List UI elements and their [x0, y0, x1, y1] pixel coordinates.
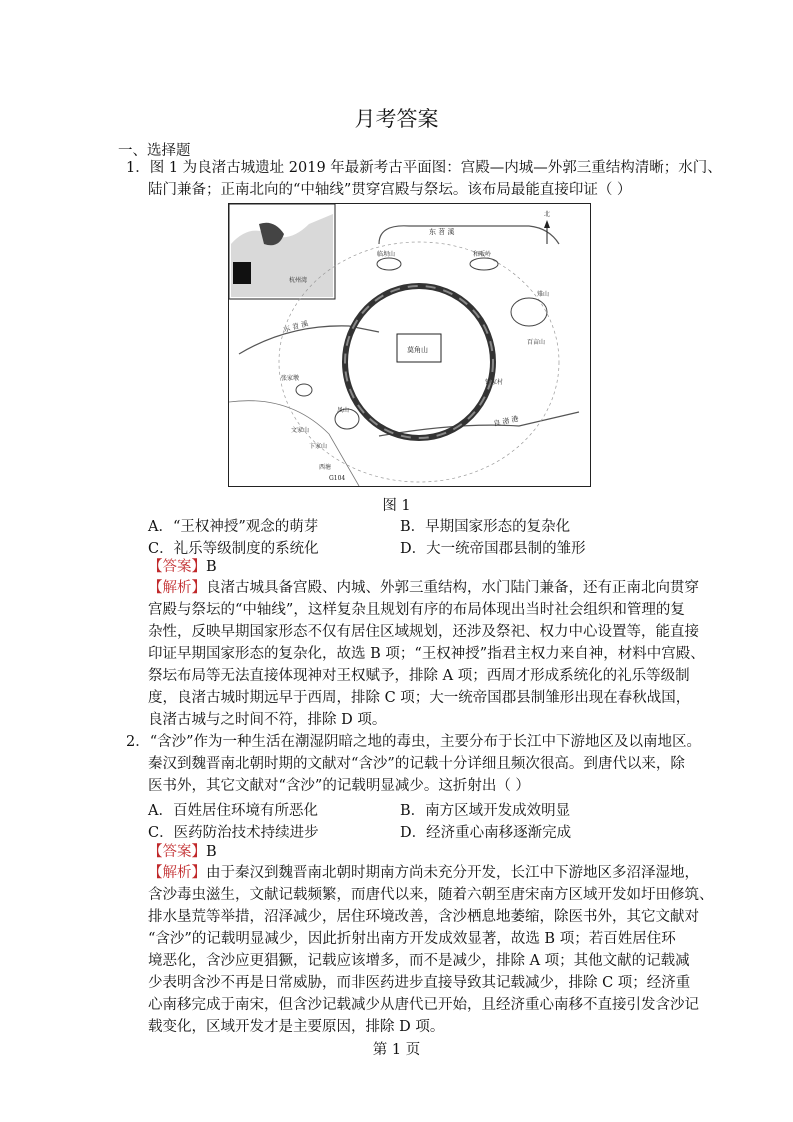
inset-label: 杭州湾 [289, 277, 308, 284]
label-site-5: 张家墩 [281, 375, 300, 382]
q2-answer [148, 842, 217, 862]
label-site-10: 西塘 [319, 464, 332, 471]
q1-option-c[interactable]: C．礼乐等级制度的系统化 [148, 541, 319, 557]
analysis-tag: 【解析】 [148, 580, 206, 596]
inset-dark-area [233, 262, 251, 284]
q2-analysis-line-6: 少表明含沙不再是日常威胁，而非医药进步直接导致其记载减少，排除 C 项；经济重 [148, 975, 691, 991]
answer-value: B [206, 844, 217, 860]
section-heading: 一、选择题 [118, 143, 191, 159]
q1-analysis-line-4: 印证早期国家形态的复杂化，故选 B 项；“王权神授”指君主权力来自神，材料中宫殿、 [148, 646, 705, 662]
q2-stem-line-3: 医书外，其它文献对“含沙”的记载明显减少。这折射出（ ） [148, 778, 530, 794]
label-site-1: 临坝山 [377, 251, 396, 258]
q1-option-d[interactable]: D．大一统帝国郡县制的雏形 [400, 541, 586, 557]
q2-analysis-line-1: 【解析】由于秦汉到魏晋南北朝时期南方尚未充分开发，长江中下游地区多沼泽湿地， [148, 865, 699, 881]
river-south [379, 412, 579, 436]
river-west [239, 326, 379, 354]
label-north: 北 [544, 211, 551, 218]
label-site-6: 文家山 [291, 427, 310, 434]
north-arrow-head [544, 220, 550, 228]
liangzhu-site-map [228, 203, 591, 487]
q1-analysis-line-7: 良渚古城与之时间不符，排除 D 项。 [148, 712, 387, 728]
label-road: G104 [329, 475, 346, 482]
q2-analysis-line-8: 载变化，区域开发才是主要原因，排除 D 项。 [148, 1019, 445, 1035]
q1-stem-line-2: 陆门兼备；正南北向的“中轴线”贯穿宫殿与祭坛。该布局最能直接印证（ ） [148, 182, 632, 198]
q2-option-b[interactable]: B．南方区域开发成效明显 [400, 803, 571, 819]
q2-analysis-line-7: 心南移完成于南宋，但含沙记载减少从唐代已开始，且经济重心南移不直接引发含沙记 [148, 997, 699, 1013]
q1-analysis-line-6: 度，良渚古城时期远早于西周，排除 C 项；大一统帝国郡县制雏形出现在春秋战国， [148, 690, 691, 706]
answer-tag: 【答案】 [148, 559, 206, 575]
label-site-8: 凤山 [337, 407, 350, 414]
q2-option-a[interactable]: A．百姓居住环境有所恶化 [148, 803, 318, 819]
label-river-north: 东 苕 溪 [429, 228, 455, 236]
map-drawing [229, 204, 590, 486]
mound-3 [511, 298, 547, 326]
q2-analysis-line-3: 排水垦荒等举措，沼泽减少，居住环境改善，含沙栖息地萎缩，除医书外，其它文献对 [148, 909, 699, 925]
q1-analysis-line-2: 宫殿与祭坛的“中轴线”，这样复杂且规划有序的布局体现出当时社会组织和管理的复 [148, 602, 685, 618]
label-center: 莫角山 [407, 346, 428, 354]
q1-answer [148, 557, 217, 577]
q2-analysis-line-5: 境恶化，含沙应更猖獗，记载应该增多，而不是减少，排除 A 项；其他文献的记载减 [148, 953, 690, 969]
q2-analysis-line-4: “含沙”的记载明显减少，因此折射出南方开发成效显著，故选 B 项；若百姓居住环 [148, 931, 676, 947]
q1-analysis-line-1: 【解析】良渚古城具备宫殿、内城、外郭三重结构，水门陆门兼备，还有正南北向贯穿 [148, 580, 699, 596]
label-river-west: 东 苕 溪 [282, 319, 310, 334]
analysis-tag: 【解析】 [148, 865, 206, 881]
mound-1 [377, 258, 401, 270]
q2-option-d[interactable]: D．经济重心南移逐渐完成 [400, 825, 572, 841]
mound-2 [470, 258, 498, 270]
label-site-2: 和畈岭 [473, 251, 492, 258]
label-river-south: 良 渚 港 [492, 414, 520, 428]
label-site-4: 百亩山 [527, 339, 546, 346]
answer-tag: 【答案】 [148, 844, 206, 860]
page-title: 月考答案 [354, 107, 439, 131]
answer-value: B [206, 559, 217, 575]
q2-analysis-line-2: 含沙毒虫滋生，文献记载频繁，而唐代以来，随着六朝至唐宋南方区域开发如圩田修筑、 [148, 887, 714, 903]
q1-option-b[interactable]: B．早期国家形态的复杂化 [400, 519, 571, 535]
q2-stem-line-1: 2．“含沙”作为一种生活在潮湿阴暗之地的毒虫，主要分布于长江中下游地区及以南地区。 [126, 734, 702, 750]
label-site-9: 钟家村 [485, 379, 504, 386]
q1-analysis-line-3: 杂性，反映早期国家形态不仅有居住区域规划，还涉及祭祀、权力中心设置等，能直接 [148, 624, 699, 640]
q1-stem-line-1: 1．图 1 为良渚古城遗址 2019 年最新考古平面图：宫殿—内城—外郭三重结构清晰；水门、 [126, 160, 722, 176]
q1-option-a[interactable]: A．“王权神授”观念的萌芽 [148, 519, 319, 535]
q1-analysis-line-5: 祭坛布局等无法直接体现神对王权赋予，排除 A 项；西周才形成系统化的礼乐等级制 [148, 668, 690, 684]
mound-5 [296, 384, 312, 396]
label-site-7: 卞家山 [309, 443, 328, 450]
figure-caption: 图 1 [382, 498, 411, 514]
q2-stem-line-2: 秦汉到魏晋南北朝时期的文献对“含沙”的记载十分详细且频次很高。到唐代以来，除 [148, 756, 685, 772]
label-site-3: 雉山 [537, 291, 550, 298]
q2-option-c[interactable]: C．医药防治技术持续进步 [148, 825, 319, 841]
river-north [379, 226, 559, 244]
page-number: 第 1 页 [372, 1042, 421, 1058]
